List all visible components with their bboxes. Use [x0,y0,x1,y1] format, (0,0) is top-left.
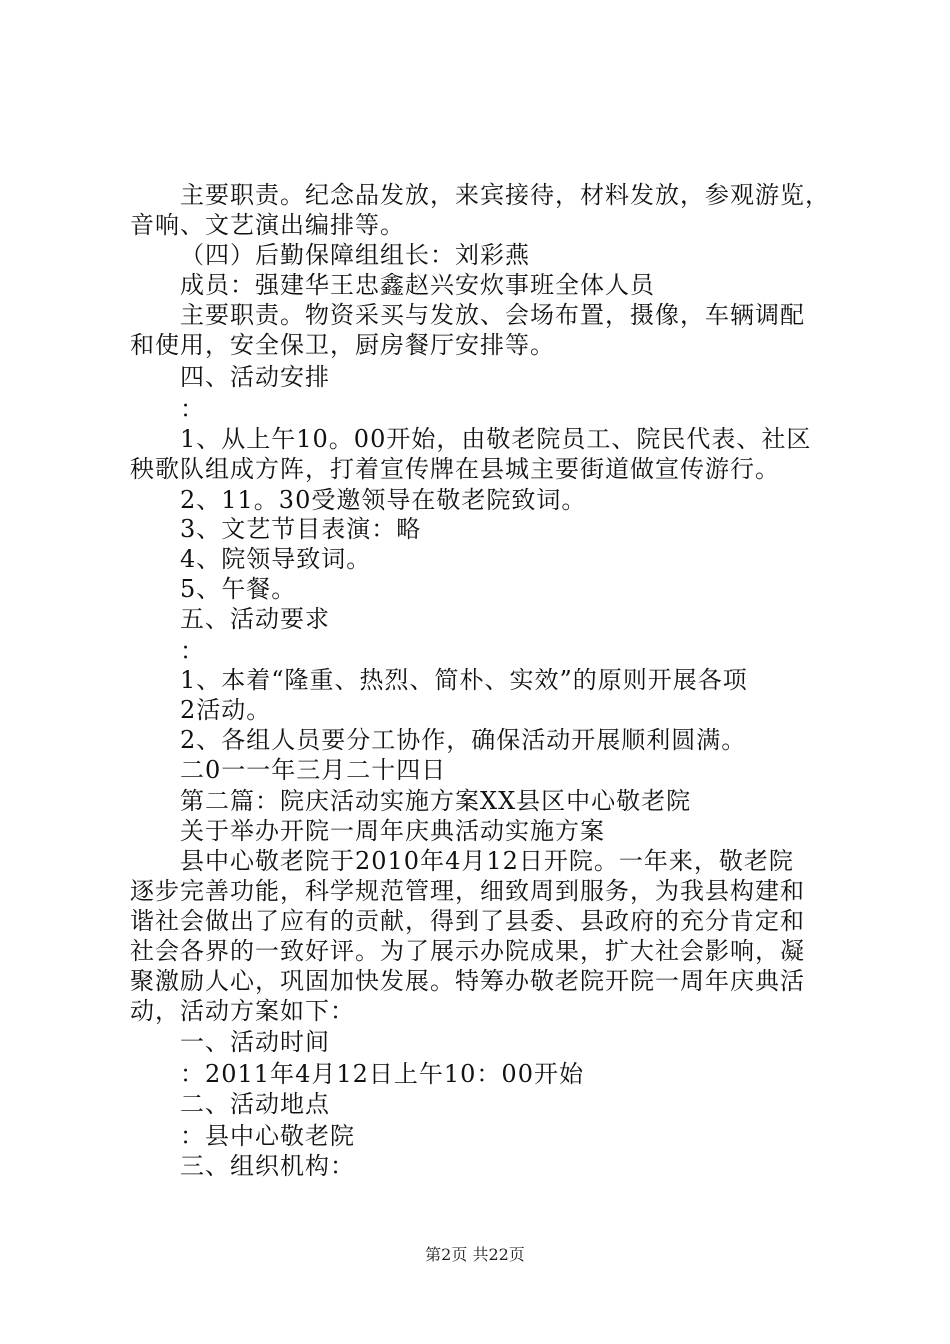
section-heading: 一、活动时间 [180,1028,330,1056]
text-line: 2、各组人员要分工协作，确保活动开展顺利圆满。 [180,726,747,754]
text-line: ： [180,395,205,423]
text-line: ： [180,637,205,665]
text-line: 成员：强建华王忠鑫赵兴安炊事班全体人员 [180,271,655,299]
section-heading: 五、活动要求 [180,605,330,633]
text-line: 4、院领导致词。 [180,545,372,573]
document-title: 关于举办开院一周年庆典活动实施方案 [180,817,605,845]
text-line: 1、从上午10。00开始，由敬老院员工、院民代表、社区 [180,425,812,453]
text-line: 2活动。 [180,696,272,724]
text-line: 谐社会做出了应有的贡献，得到了县委、县政府的充分肯定和 [130,907,805,935]
text-line: 动，活动方案如下： [130,997,355,1025]
text-line: 秧歌队组成方阵，打着宣传牌在县城主要街道做宣传游行。 [130,455,780,483]
section-heading: 三、组织机构： [180,1152,355,1180]
text-line: ：2011年4月12日上午10：00开始 [180,1060,584,1088]
text-line: 社会各界的一致好评。为了展示办院成果，扩大社会影响，凝 [130,937,805,965]
text-line: 2、11。30受邀领导在敬老院致词。 [180,486,587,514]
text-line: 主要职责。物资采买与发放、会场布置，摄像，车辆调配 [180,301,805,329]
text-line: 逐步完善功能，科学规范管理，细致周到服务，为我县构建和 [130,877,805,905]
text-line: 3、文艺节目表演：略 [180,515,422,543]
text-line: 和使用，安全保卫，厨房餐厅安排等。 [130,331,555,359]
text-line: 聚激励人心，巩固加快发展。特筹办敬老院开院一周年庆典活 [130,967,805,995]
text-line: 5、午餐。 [180,575,297,603]
date-line: 二0一一年三月二十四日 [180,756,447,784]
text-line: 1、本着“隆重、热烈、简朴、实效”的原则开展各项 [180,666,748,694]
text-line: 音响、文艺演出编排等。 [130,211,405,239]
text-line: ：县中心敬老院 [180,1122,355,1150]
chapter-title: 第二篇：院庆活动实施方案XX县区中心敬老院 [180,787,692,815]
text-line: 县中心敬老院于2010年4月12日开院。一年来，敬老院 [180,847,794,875]
section-heading: 二、活动地点 [180,1090,330,1118]
text-line: 主要职责。纪念品发放，来宾接待，材料发放，参观游览， [180,181,830,209]
section-heading: 四、活动安排 [180,363,330,391]
page-footer: 第2页 共22页 [425,1245,525,1264]
text-line: （四）后勤保障组组长：刘彩燕 [180,241,530,269]
